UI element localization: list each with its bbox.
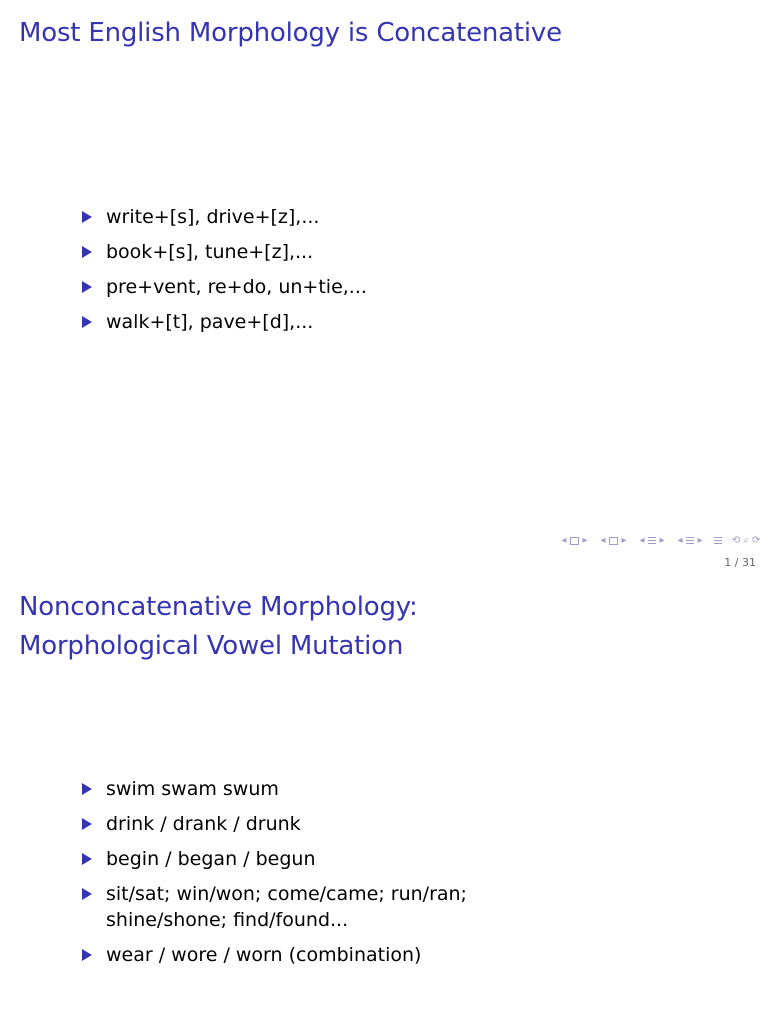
bullet-list	[80, 204, 367, 344]
frame-nav	[560, 536, 589, 546]
search-nav	[732, 536, 760, 546]
triangle-bullet-icon	[82, 211, 92, 223]
frame-icon[interactable]	[570, 537, 579, 545]
section-nav-a	[638, 536, 666, 546]
section-nav-b	[676, 536, 704, 546]
list-item	[80, 239, 367, 265]
triangle-bullet-icon	[82, 853, 92, 865]
list-item	[80, 846, 506, 872]
list-item	[80, 204, 367, 230]
list-item	[80, 309, 367, 335]
slide-title	[19, 588, 418, 666]
triangle-bullet-icon	[82, 888, 92, 900]
bullet-text: sit/sat; win/won; come/came; run/ran; shine/shone; find/found...	[106, 883, 467, 931]
bullet-text: drink / drank / drunk	[106, 813, 301, 835]
list-item	[80, 942, 506, 968]
frame-next-icon[interactable]: ▸	[582, 535, 588, 546]
bullet-text: walk+[t], pave+[d],...	[106, 311, 314, 333]
triangle-bullet-icon	[82, 818, 92, 830]
bullet-text: wear / wore / worn (combination)	[106, 944, 422, 966]
slide-title-line-2: Morphological Vowel Mutation	[19, 631, 404, 661]
triangle-bullet-icon	[82, 783, 92, 795]
list-item	[80, 274, 367, 300]
triangle-bullet-icon	[82, 949, 92, 961]
section-next-icon[interactable]: ▸	[659, 535, 665, 546]
toc-nav	[714, 537, 722, 545]
triangle-bullet-icon	[82, 316, 92, 328]
bullet-list	[80, 776, 506, 977]
triangle-bullet-icon	[82, 246, 92, 258]
page-number: 1 / 31	[724, 556, 756, 569]
bullet-text: pre+vent, re+do, un+tie,...	[106, 276, 367, 298]
list-item	[80, 881, 506, 933]
search-icon[interactable]: ⌕	[743, 535, 749, 546]
section-prev-icon[interactable]: ◂	[639, 535, 645, 546]
subsection-nav	[599, 536, 628, 546]
subsection-next-icon[interactable]: ▸	[621, 535, 627, 546]
slide-title-line-1: Nonconcatenative Morphology:	[19, 592, 418, 622]
subsection-prev-icon[interactable]: ◂	[600, 535, 606, 546]
bullet-text: begin / began / begun	[106, 848, 316, 870]
search-icon[interactable]: ⟳	[752, 535, 761, 546]
triangle-bullet-icon	[82, 281, 92, 293]
slide-2	[0, 576, 768, 1024]
search-icon[interactable]: ⟲	[732, 535, 741, 546]
section-next-icon[interactable]: ▸	[697, 535, 703, 546]
frame-prev-icon[interactable]: ◂	[561, 535, 567, 546]
toc-icon[interactable]	[714, 537, 722, 545]
bullet-text: write+[s], drive+[z],...	[106, 206, 320, 228]
beamer-navigation-bar	[560, 536, 760, 546]
section-prev-icon[interactable]: ◂	[677, 535, 683, 546]
slide-title: Most English Morphology is Concatenative	[19, 18, 562, 48]
section-icon[interactable]	[648, 537, 656, 545]
list-item	[80, 811, 506, 837]
bullet-text: swim swam swum	[106, 778, 279, 800]
list-item	[80, 776, 506, 802]
section-icon[interactable]	[686, 537, 694, 545]
subsection-icon[interactable]	[609, 537, 618, 545]
bullet-text: book+[s], tune+[z],...	[106, 241, 314, 263]
